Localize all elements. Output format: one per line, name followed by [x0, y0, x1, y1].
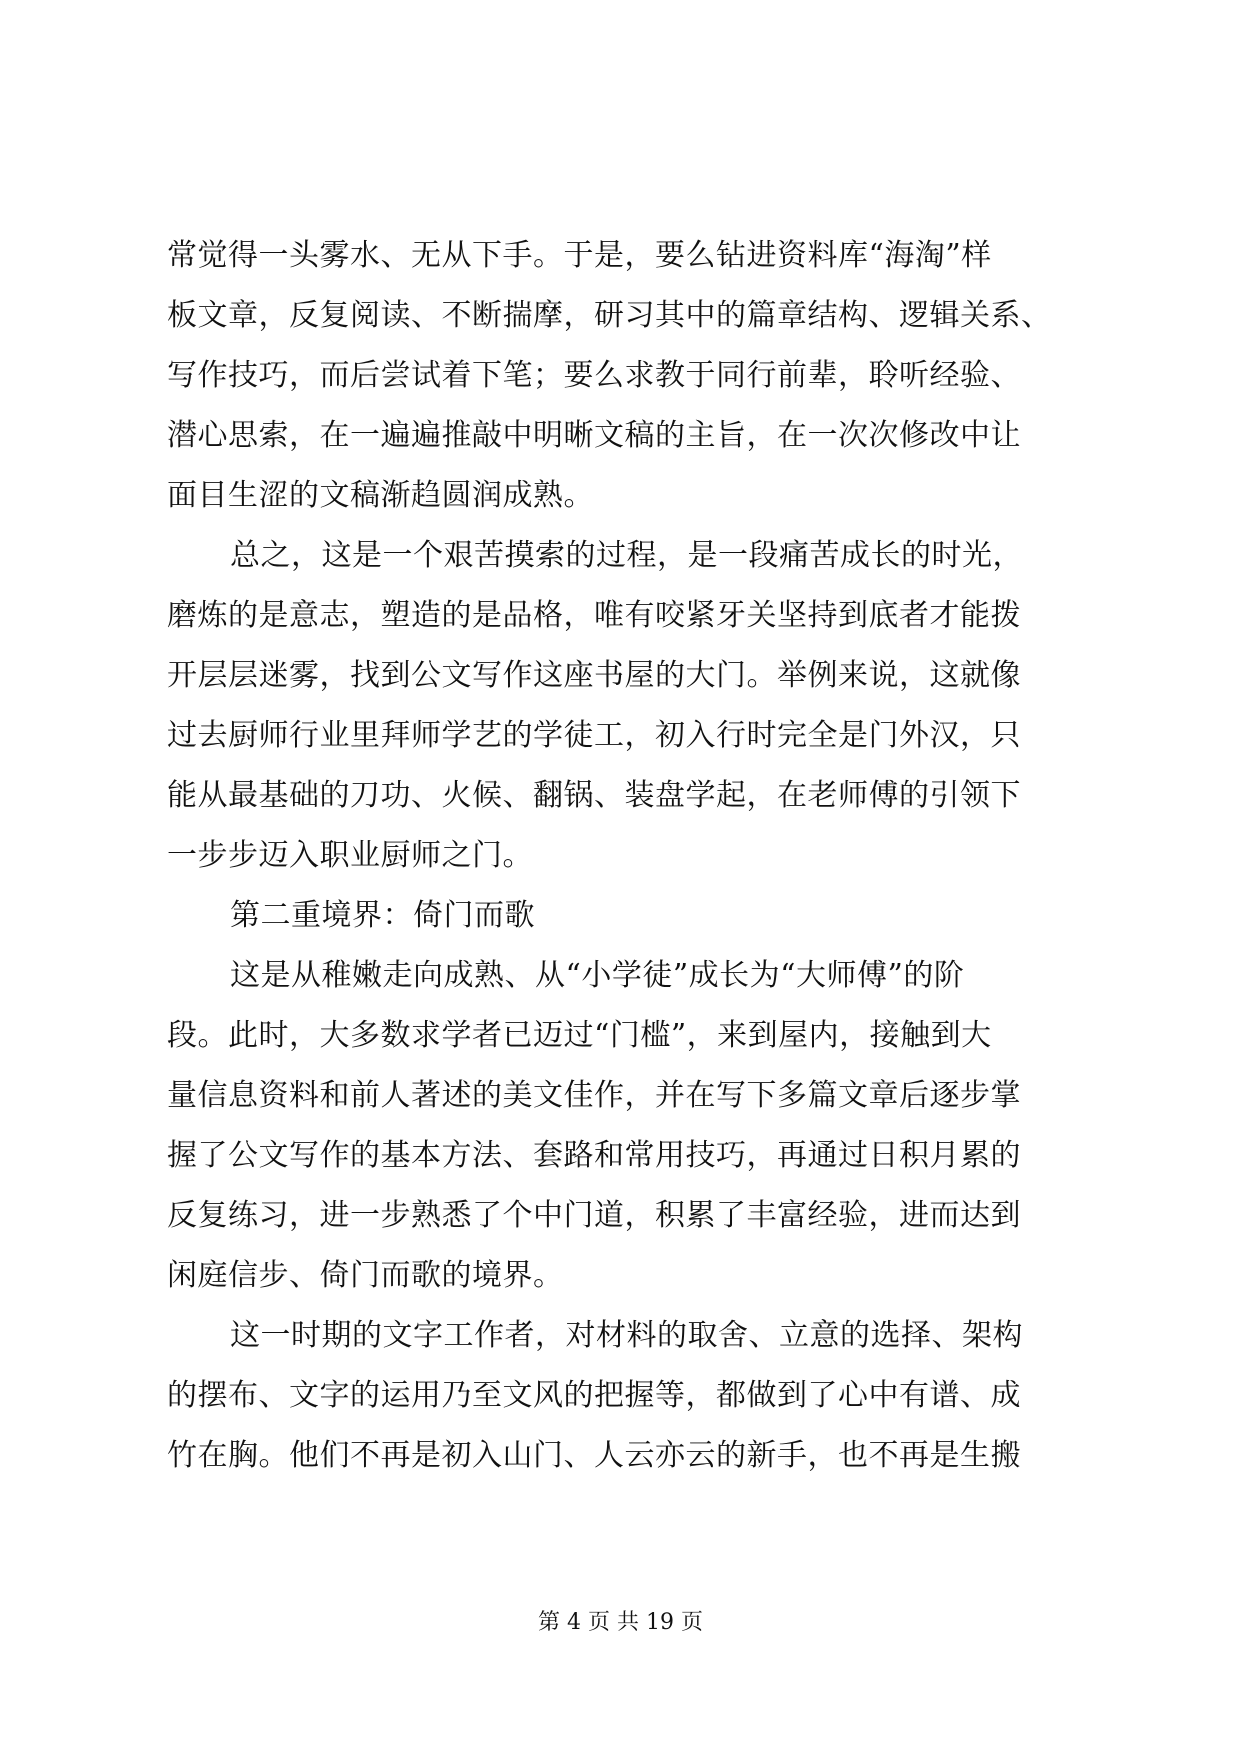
text-line: 这是从稚嫩走向成熟、从“小学徒”成长为“大师傅”的阶 [230, 958, 965, 993]
text-line: 过去厨师行业里拜师学艺的学徒工，初入行时完全是门外汉，只 [167, 718, 1021, 753]
text-line: 开层层迷雾，找到公文写作这座书屋的大门。举例来说，这就像 [167, 658, 1021, 693]
text-line: 的摆布、文字的运用乃至文风的把握等，都做到了心中有谱、成 [167, 1378, 1021, 1413]
text-line: 总之，这是一个艰苦摸索的过程，是一段痛苦成长的时光， [230, 538, 1023, 573]
text-line: 写作技巧，而后尝试着下笔；要么求教于同行前辈，聆听经验、 [167, 358, 1021, 393]
text-line: 段。此时，大多数求学者已迈过“门槛”，来到屋内，接触到大 [167, 1018, 992, 1053]
text-line: 反复练习，进一步熟悉了个中门道，积累了丰富经验，进而达到 [167, 1198, 1021, 1233]
text-line: 板文章，反复阅读、不断揣摩，研习其中的篇章结构、逻辑关系、 [167, 298, 1052, 333]
text-line: 面目生涩的文稿渐趋圆润成熟。 [167, 478, 594, 513]
text-line: 潜心思索，在一遍遍推敲中明晰文稿的主旨，在一次次修改中让 [167, 418, 1021, 453]
text-line: 能从最基础的刀功、火候、翻锅、装盘学起，在老师傅的引领下 [167, 778, 1021, 813]
text-line: 常觉得一头雾水、无从下手。于是，要么钻进资料库“海淘”样 [167, 238, 992, 273]
text-line: 磨炼的是意志，塑造的是品格，唯有咬紧牙关坚持到底者才能拨 [167, 598, 1021, 633]
text-line: 闲庭信步、倚门而歌的境界。 [167, 1258, 564, 1293]
section-heading: 第二重境界：倚门而歌 [230, 898, 535, 933]
text-line: 量信息资料和前人著述的美文佳作，并在写下多篇文章后逐步掌 [167, 1078, 1021, 1113]
text-line: 竹在胸。他们不再是初入山门、人云亦云的新手，也不再是生搬 [167, 1438, 1021, 1473]
text-line: 握了公文写作的基本方法、套路和常用技巧，再通过日积月累的 [167, 1138, 1021, 1173]
text-line: 这一时期的文字工作者，对材料的取舍、立意的选择、架构 [230, 1318, 1023, 1353]
text-line: 一步步迈入职业厨师之门。 [167, 838, 533, 873]
body-text [167, 226, 1087, 1486]
page-number-footer: 第 4 页 共 19 页 [538, 1610, 703, 1635]
